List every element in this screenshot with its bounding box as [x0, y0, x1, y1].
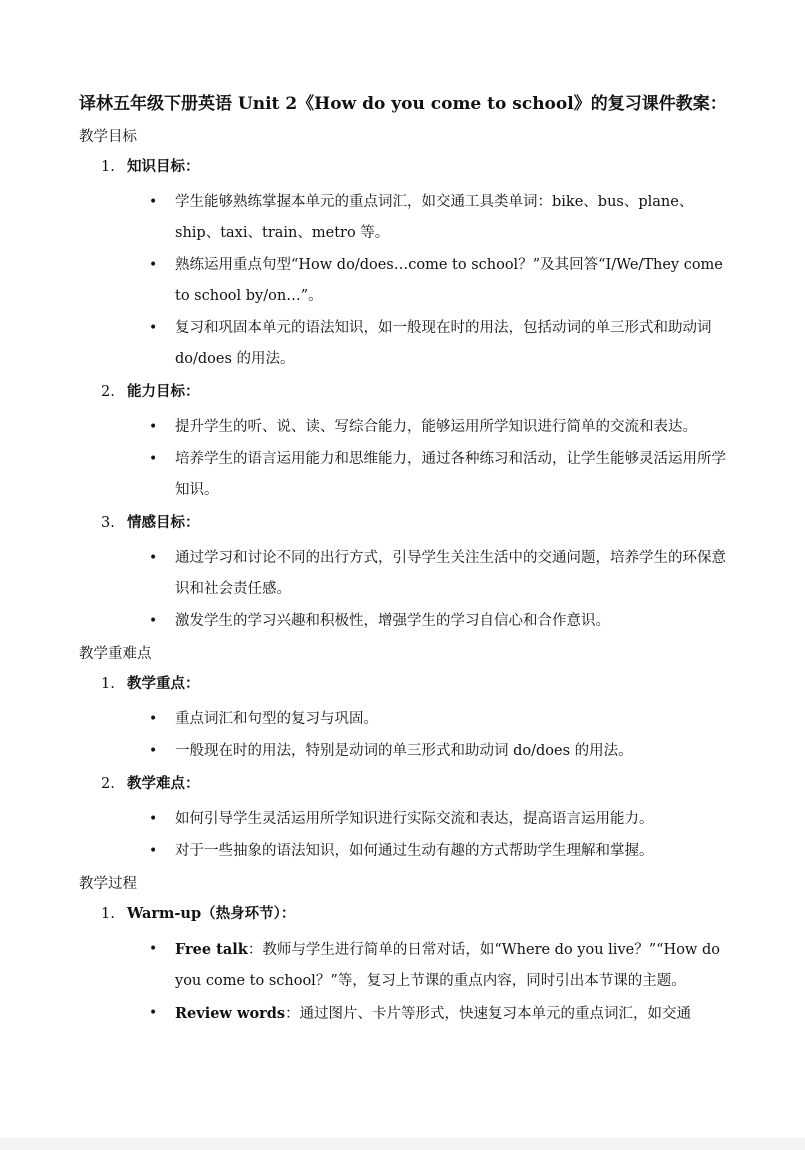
subheading-label: 知识目标：	[127, 158, 200, 175]
subheading-key-points	[79, 673, 727, 695]
list-number: 3.	[101, 515, 115, 531]
subheading-ability	[79, 381, 727, 403]
list-number: 2.	[101, 776, 115, 792]
bullet-list	[79, 804, 727, 867]
subheading-label: 教学难点：	[127, 775, 200, 792]
list-number: 2.	[101, 384, 115, 400]
bullet-lead: Free talk	[175, 941, 248, 958]
list-item: • 重点词汇和句型的复习与巩固。	[79, 704, 727, 735]
list-item: • 提升学生的听、说、读、写综合能力，能够运用所学知识进行简单的交流和表达。	[79, 412, 727, 443]
bullet-list	[79, 704, 727, 767]
list-item: • 激发学生的学习兴趣和积极性，增强学生的学习自信心和合作意识。	[79, 606, 727, 637]
list-item: • 如何引导学生灵活运用所学知识进行实际交流和表达，提高语言运用能力。	[79, 804, 727, 835]
list-number: 1.	[101, 159, 115, 175]
bullet-list	[79, 934, 727, 1030]
bullet-list	[79, 187, 727, 375]
subheading-label: 情感目标：	[127, 514, 200, 531]
section-heading-process: 教学过程	[79, 876, 137, 892]
subheading-label: Warm-up（热身环节）：	[127, 905, 296, 922]
list-item: • Free talk：教师与学生进行简单的日常对话，如“Where do you live？”“How do you come to school？”等，复习上节课的重点内容，同时引出本节课的主题。	[79, 934, 727, 997]
bullet-list	[79, 543, 727, 637]
list-item: • 复习和巩固本单元的语法知识，如一般现在时的用法，包括动词的单三形式和助动词 do/does 的用法。	[79, 313, 727, 375]
list-number: 1.	[101, 906, 115, 922]
list-item: • 学生能够熟练掌握本单元的重点词汇，如交通工具类单词：bike、bus、plane、ship、taxi、train、metro 等。	[79, 187, 727, 249]
subheading-label: 能力目标：	[127, 383, 200, 400]
document-content	[79, 92, 727, 1036]
section-heading-objectives: 教学目标	[79, 129, 137, 145]
subheading-emotion	[79, 512, 727, 534]
list-item: • 培养学生的语言运用能力和思维能力，通过各种练习和活动，让学生能够灵活运用所学知识。	[79, 444, 727, 506]
subheading-warm-up	[79, 903, 727, 925]
document-title: 译林五年级下册英语 Unit 2《How do you come to school》的复习课件教案：	[79, 94, 727, 114]
list-item: • Review words：通过图片、卡片等形式，快速复习本单元的重点词汇，如交通	[79, 998, 727, 1030]
bullet-list	[79, 412, 727, 506]
list-item: • 一般现在时的用法，特别是动词的单三形式和助动词 do/does 的用法。	[79, 736, 727, 767]
section-heading-key-difficult: 教学重难点	[79, 646, 152, 662]
subheading-difficult-points	[79, 773, 727, 795]
subheading-knowledge	[79, 156, 727, 178]
list-item: • 通过学习和讨论不同的出行方式，引导学生关注生活中的交通问题，培养学生的环保意识和社会责任感。	[79, 543, 727, 605]
subheading-label: 教学重点：	[127, 675, 200, 692]
list-item: • 对于一些抽象的语法知识，如何通过生动有趣的方式帮助学生理解和掌握。	[79, 836, 727, 867]
list-item: • 熟练运用重点句型“How do/does…come to school？”及其回答“I/We/They come to school by/on…”。	[79, 250, 727, 312]
list-number: 1.	[101, 676, 115, 692]
bullet-lead: Review words	[175, 1005, 286, 1022]
